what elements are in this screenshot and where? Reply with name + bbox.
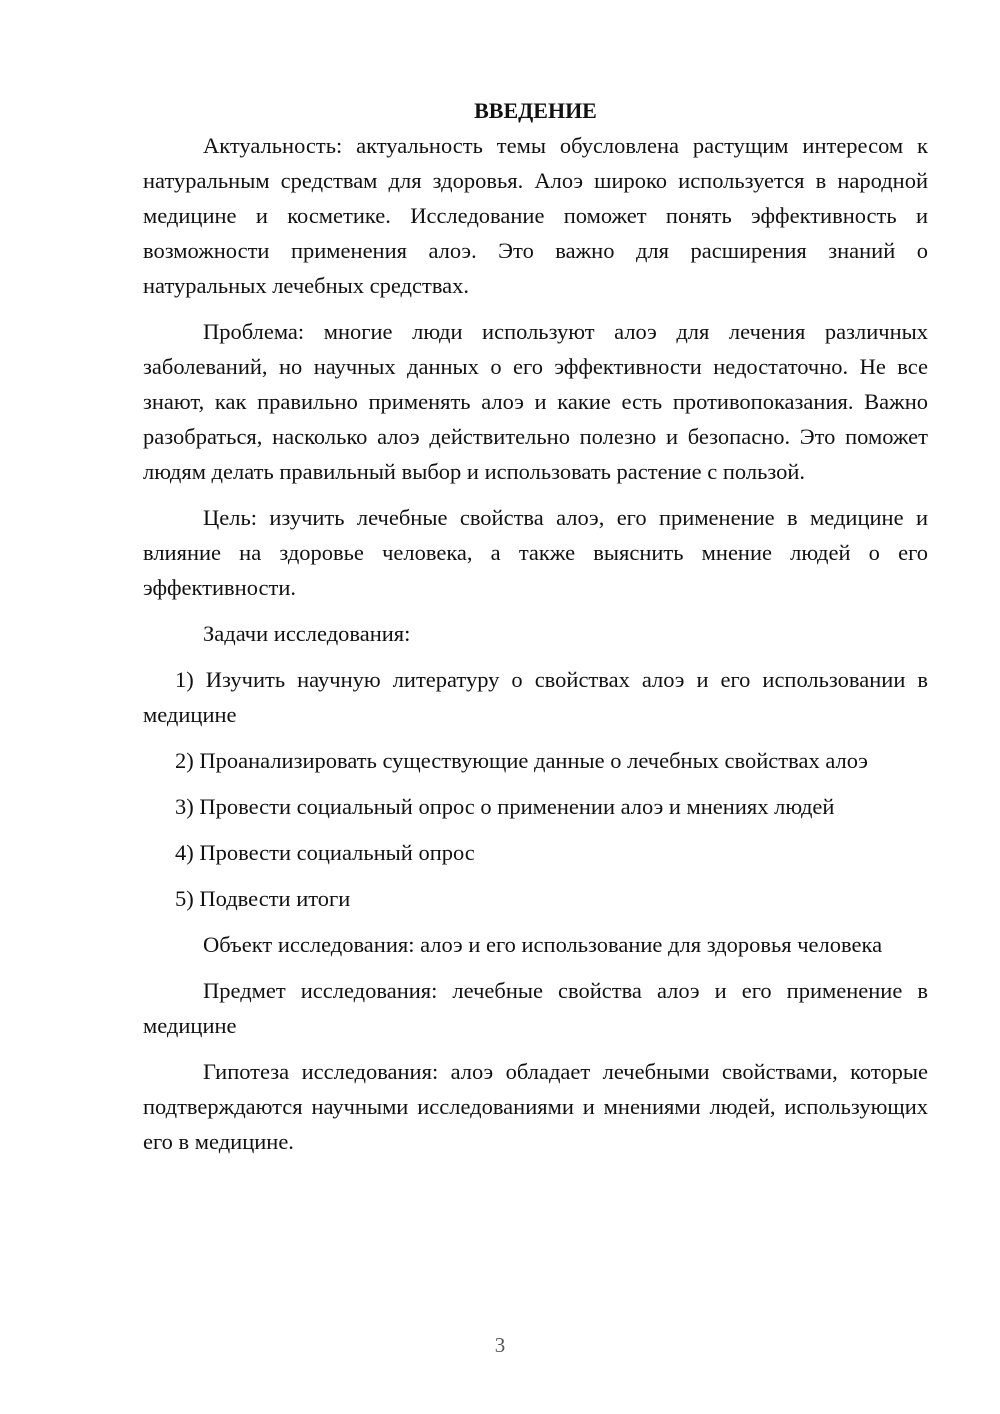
list-item: 5) Подвести итоги bbox=[175, 886, 351, 911]
document-page bbox=[143, 93, 928, 1170]
tasks-list bbox=[143, 662, 928, 916]
goal-paragraph: Цель: изучить лечебные свойства алоэ, его применение в медицине и влияние на здоровье человека, а также выяснить мнение людей о его эффективности. bbox=[143, 505, 928, 600]
object-paragraph: Объект исследования: алоэ и его использование для здоровья человека bbox=[203, 932, 883, 957]
tasks-label: Задачи исследования: bbox=[203, 621, 411, 646]
list-item: 2) Проанализировать существующие данные о лечебных свойствах алоэ bbox=[175, 748, 868, 773]
hypothesis-paragraph: Гипотеза исследования: алоэ обладает лечебными свойствами, которые подтверждаются научными исследованиями и мнениями людей, использующих его в медицине. bbox=[143, 1059, 928, 1154]
section-heading: ВВЕДЕНИЕ bbox=[474, 98, 597, 123]
problem-paragraph: Проблема: многие люди используют алоэ для лечения различных заболеваний, но научных данных о его эффективности недостаточно. Не все знают, как правильно применять алоэ и какие есть противопоказания. Важно разобраться, насколько алоэ действительно полезно и безопасно. Это поможет людям делать правильный выбор и использовать растение с пользой. bbox=[143, 319, 928, 484]
relevance-paragraph: Актуальность: актуальность темы обусловлена растущим интересом к натуральным средствам для здоровья. Алоэ широко используется в народной медицине и косметике. Исследование поможет понять эффективность и возможности применения алоэ. Это важно для расширения знаний о натуральных лечебных средствах. bbox=[143, 133, 928, 298]
page-number: 3 bbox=[494, 1333, 506, 1357]
list-item: 4) Провести социальный опрос bbox=[175, 840, 475, 865]
subject-paragraph: Предмет исследования: лечебные свойства алоэ и его применение в медицине bbox=[143, 978, 928, 1038]
list-item: 1) Изучить научную литературу о свойствах алоэ и его использовании в медицине bbox=[143, 667, 928, 727]
list-item: 3) Провести социальный опрос о применении алоэ и мнениях людей bbox=[175, 794, 835, 819]
